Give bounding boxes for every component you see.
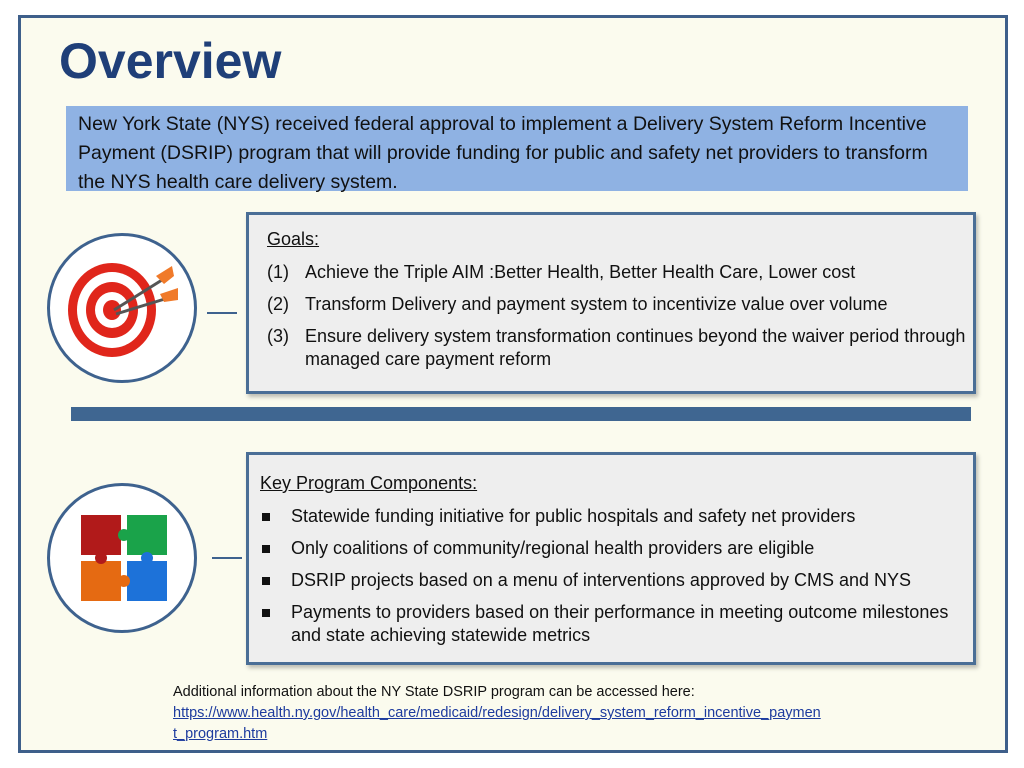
- goal-number: (2): [267, 294, 289, 314]
- goals-card: [246, 212, 976, 394]
- footer-note: [173, 682, 823, 745]
- components-card: [246, 452, 976, 665]
- goals-circle: [47, 233, 197, 383]
- page-title: Overview: [59, 33, 282, 89]
- square-bullet-icon: [262, 513, 270, 521]
- goal-number: (1): [267, 262, 289, 282]
- section-divider: [71, 407, 971, 421]
- intro-box: New York State (NYS) received federal approval to implement a Delivery System Reform Incentive Payment (DSRIP) program that will provide funding for public and safety net providers to transform the NYS health care delivery system.: [66, 106, 968, 191]
- component-text: Only coalitions of community/regional health providers are eligible: [291, 538, 815, 558]
- square-bullet-icon: [262, 609, 270, 617]
- puzzle-icon: [50, 486, 194, 630]
- goals-list: [267, 261, 967, 380]
- list-item: [267, 293, 967, 316]
- list-item: [260, 569, 965, 592]
- list-item: [260, 537, 965, 560]
- component-text: Payments to providers based on their performance in meeting outcome milestones and state achieving statewide metrics: [291, 602, 949, 645]
- list-item: [260, 601, 965, 647]
- goal-text: Achieve the Triple AIM :Better Health, Better Health Care, Lower cost: [305, 262, 856, 282]
- list-item: [267, 261, 967, 284]
- goals-heading: Goals:: [267, 229, 320, 249]
- list-item: [260, 505, 965, 528]
- component-text: DSRIP projects based on a menu of interventions approved by CMS and NYS: [291, 570, 912, 590]
- components-list: [260, 505, 965, 656]
- slide: [18, 15, 1008, 753]
- square-bullet-icon: [262, 577, 270, 585]
- square-bullet-icon: [262, 545, 270, 553]
- goal-number: (3): [267, 326, 289, 346]
- goal-text: Transform Delivery and payment system to incentivize value over volume: [305, 294, 888, 314]
- component-text: Statewide funding initiative for public hospitals and safety net providers: [291, 506, 856, 526]
- dsrip-info-link[interactable]: https://www.health.ny.gov/health_care/medicaid/redesign/delivery_system_reform_incentive_payment_program.htm: [173, 705, 821, 742]
- goals-connector: [207, 312, 237, 314]
- goal-text: Ensure delivery system transformation continues beyond the waiver period through managed care payment reform: [305, 326, 966, 369]
- target-icon: [50, 236, 194, 380]
- components-connector: [212, 557, 242, 559]
- components-circle: [47, 483, 197, 633]
- footer-text: Additional information about the NY State DSRIP program can be accessed here:: [173, 684, 695, 700]
- list-item: [267, 325, 967, 371]
- components-heading: Key Program Components:: [260, 473, 478, 493]
